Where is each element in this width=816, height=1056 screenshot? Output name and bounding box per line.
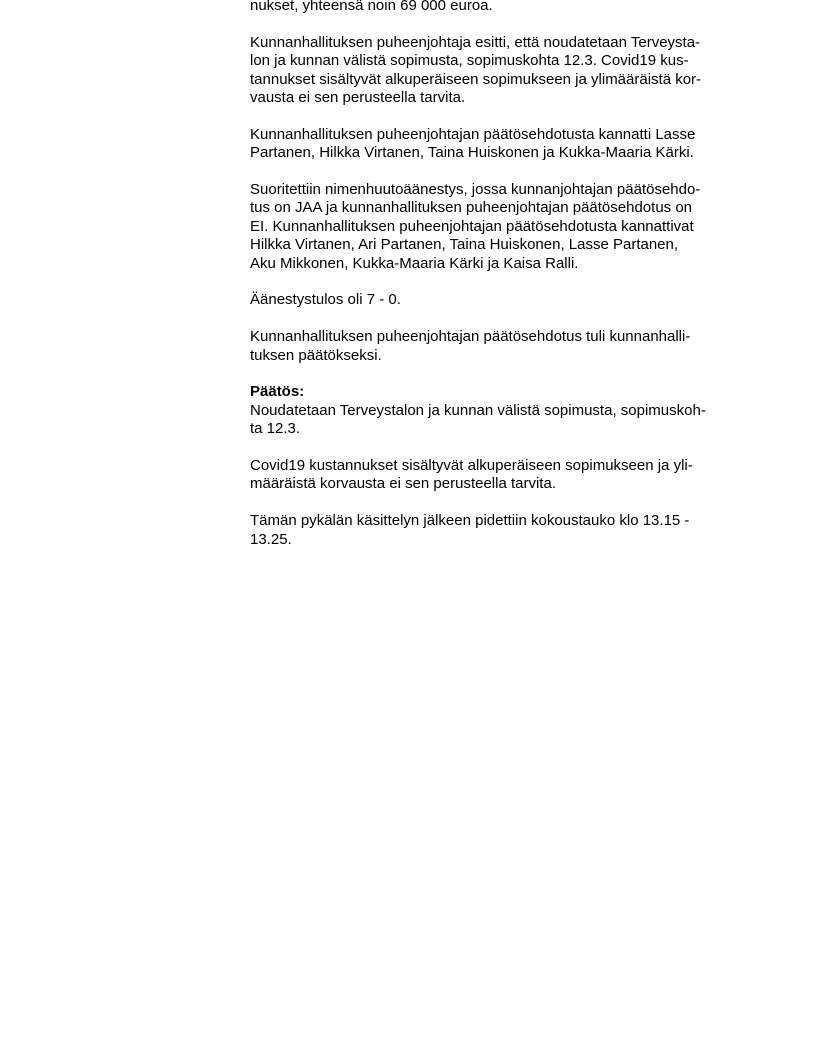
paragraph-vote-result <box>250 291 750 309</box>
text-line: Suoritettiin nimenhuutoäänestys, jossa kunnanjohtajan päätösehdo- <box>250 181 701 199</box>
text-line: Partanen, Hilkka Virtanen, Taina Huiskonen ja Kukka-Maaria Kärki. <box>250 144 694 162</box>
text-line: Tämän pykälän käsittelyn jälkeen pidettiin kokoustauko klo 13.15 - <box>250 512 690 530</box>
text-line: Hilkka Virtanen, Ari Partanen, Taina Huiskonen, Lasse Partanen, <box>250 236 679 254</box>
decision-heading: Päätös: <box>250 383 305 401</box>
text-line: Kunnanhallituksen puheenjohtajan päätösehdotusta kannatti Lasse <box>250 125 696 143</box>
text-line: tuksen päätökseksi. <box>250 346 382 364</box>
text-line: Noudatetaan Terveystalon ja kunnan välistä sopimusta, sopimuskoh- <box>250 401 706 419</box>
paragraph-covid-costs <box>250 457 750 494</box>
text-line: Äänestystulos oli 7 - 0. <box>250 291 401 309</box>
paragraph-meeting-break <box>250 512 750 549</box>
text-line: tus on JAA ja kunnanhallituksen puheenjohtajan päätösehdotus on <box>250 199 693 217</box>
text-line: määräistä korvausta ei sen perusteella tarvita. <box>250 475 556 493</box>
text-line: tannukset sisältyvät alkuperäiseen sopimukseen ja ylimääräistä kor- <box>250 70 702 88</box>
paragraph-cost-summary <box>250 0 750 15</box>
paragraph-roll-call-vote <box>250 181 750 273</box>
text-line: Kunnanhallituksen puheenjohtajan päätösehdotus tuli kunnanhalli- <box>250 328 691 346</box>
text-line: Covid19 kustannukset sisältyvät alkuperäiseen sopimukseen ja yli- <box>250 457 693 475</box>
paragraph-outcome <box>250 328 750 365</box>
text-line: EI. Kunnanhallituksen puheenjohtajan päätösehdotusta kannattivat <box>250 217 694 235</box>
text-line: vausta ei sen perusteella tarvita. <box>250 89 466 107</box>
text-line: Aku Mikkonen, Kukka-Maaria Kärki ja Kaisa Ralli. <box>250 254 579 272</box>
paragraph-chair-proposal <box>250 34 750 108</box>
text-line: nukset, yhteensä noin 69 000 euroa. <box>250 0 493 14</box>
text-line: ta 12.3. <box>250 420 301 438</box>
text-line: 13.25. <box>250 530 292 548</box>
decision-section <box>250 383 750 438</box>
minutes-body <box>250 0 750 567</box>
text-line: Kunnanhallituksen puheenjohtaja esitti, että noudatetaan Terveysta- <box>250 33 701 51</box>
text-line: lon ja kunnan välistä sopimusta, sopimuskohta 12.3. Covid19 kus- <box>250 52 689 70</box>
paragraph-supporters <box>250 126 750 163</box>
